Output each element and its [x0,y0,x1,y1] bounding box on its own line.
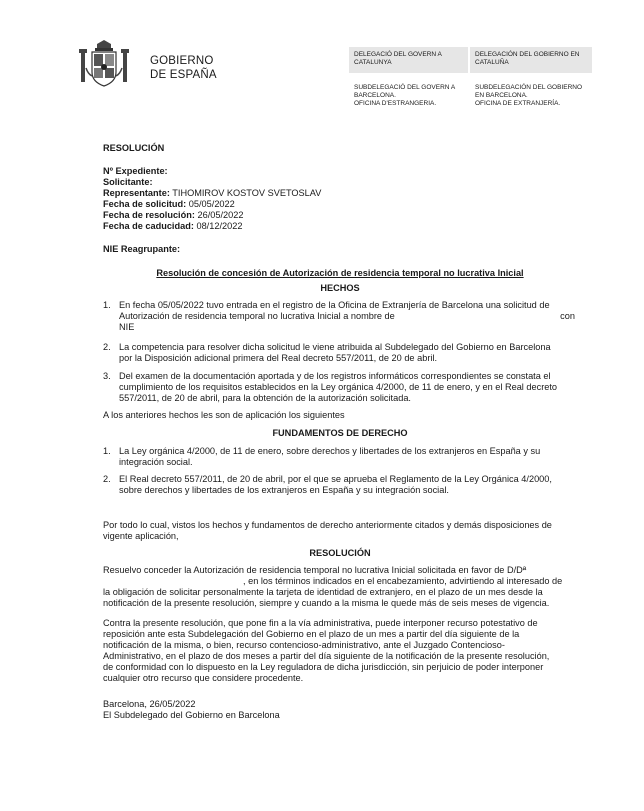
resolucion-paragraph-2 [103,618,575,684]
fecha-caducidad-value: 08/12/2022 [196,221,243,231]
fundamentos-1-line: La Ley orgánica 4/2000, de 11 de enero, sobre derechos y libertades de los extranjeros en España y su [119,446,541,456]
hechos-item-3 [119,371,575,404]
resolucion-p2-line: notificación de la misma, o bien, recurso contencioso-administrativo, ante el Juzgado Contencioso- [103,640,505,650]
fundamentos-heading: FUNDAMENTOS DE DERECHO [272,428,408,438]
hechos-item-2 [119,342,575,364]
fecha-resolucion-label: Fecha de resolución: [103,210,195,220]
hechos-closing: A los anteriores hechos les son de aplicación los siguientes [103,410,345,420]
hechos-2-line: La competencia para resolver dicha solicitud le viene atribuida al Subdelegado del Gobierno en Barcelona [119,342,551,352]
coat-of-arms-icon [78,38,130,90]
resolucion-heading: RESOLUCIÓN [309,548,371,558]
signature-place-date: Barcelona, 26/05/2022 [103,699,196,709]
resolucion-p1-line: notificación de la presente resolución, siempre y cuando a la misma le quede más de seis meses de vigencia. [103,598,550,608]
resolucion-p2-line: Contra la presente resolución, que pone fin a la vía administrativa, puede interponer recurso potestativo de [103,618,538,628]
fundamentos-item-number: 1. [103,446,111,456]
hechos-3-line: 557/2011, de 20 de abril, para la obtención de la autorización solicitada. [119,393,411,403]
considering-line: Por todo lo cual, vistos los hechos y fundamentos de derecho anteriormente citados y demás disposiciones de [103,520,552,530]
fundamentos-item-2 [119,474,575,496]
header-box-spanish: DELEGACIÓN DEL GOBIERNO EN CATALUÑA [470,47,592,73]
resolucion-p2-line: reposición ante esta Subdelegación del Gobierno en el plazo de un mes a partir del día siguiente de la [103,629,520,639]
fecha-resolucion-row [103,210,243,221]
solicitante-label: Solicitante: [103,177,153,187]
expediente-label: Nº Expediente: [103,166,168,176]
hechos-2-line: por la Disposición adicional primera del Real decreto 557/2011, de 20 de abril. [119,353,438,363]
resolucion-p2-line: Administrativo, en el plazo de dos meses a partir del día siguiente de la notificación de la presente resolución, [103,651,550,661]
hechos-1-line: Autorización de residencia temporal no lucrativa Inicial a nombre de [119,311,395,321]
representante-row [103,188,321,199]
fundamentos-2-line: sobre derechos y libertades de los extranjeros en España y su integración social. [119,485,449,495]
representante-value: TIHOMIROV KOSTOV SVETOSLAV [172,188,322,198]
hechos-3-line: cumplimiento de los requisitos establecidos en la Ley orgánica 4/2000, de 11 de enero, y en el Real decreto [119,382,558,392]
hechos-heading: HECHOS [320,283,360,293]
fecha-caducidad-label: Fecha de caducidad: [103,221,194,231]
resolution-heading: RESOLUCIÓN [103,143,165,153]
header-sub-catalan [354,84,455,108]
government-name [150,54,217,82]
hechos-item-number: 2. [103,342,111,352]
hechos-1-line: En fecha 05/05/2022 tuvo entrada en el registro de la Oficina de Extranjería de Barcelona una solicitud de [119,300,550,310]
fecha-solicitud-value: 05/05/2022 [188,199,235,209]
considering-paragraph [103,520,575,542]
hechos-1-line: con [560,311,575,321]
gov-name-line1: GOBIERNO [150,55,214,67]
sub-right-line: SUBDELEGACIÓN DEL GOBIERNO [475,84,583,91]
sub-right-line: EN BARCELONA. [475,92,528,99]
sub-left-line: OFICINA D'ESTRANGERIA. [354,100,437,107]
fundamentos-1-line: integración social. [119,457,193,467]
sub-right-line: OFICINA DE EXTRANJERÍA. [475,100,561,107]
resolucion-p2-line: cualquier otro recurso que considere procedente. [103,673,304,683]
resolucion-paragraph-1 [103,565,575,609]
fecha-resolucion-value: 26/05/2022 [197,210,244,220]
nie-reagrupante-label: NIE Reagrupante: [103,244,181,254]
fecha-solicitud-label: Fecha de solicitud: [103,199,187,209]
signature-signer: El Subdelegado del Gobierno en Barcelona [103,710,280,720]
fundamentos-item-1 [119,446,575,468]
fundamentos-2-line: El Real decreto 557/2011, de 20 de abril, por el que se aprueba el Reglamento de la Ley Orgánica 4/2000, [119,474,552,484]
hechos-item-number: 1. [103,300,111,310]
resolucion-p1-line: Resuelvo conceder la Autorización de residencia temporal no lucrativa Inicial solicitada en favor de D/Dª [103,565,527,575]
resolucion-p1-line: , en los términos indicados en el encabezamiento, advirtiendo al interesado de [243,576,563,586]
sub-left-line: SUBDELEGACIÓ DEL GOVERN A [354,84,456,91]
hechos-1-line: NIE [119,322,135,332]
representante-label: Representante: [103,188,170,198]
considering-line: vigente aplicación, [103,531,179,541]
resolucion-p1-line: la obligación de solicitar personalmente la tarjeta de identidad de extranjero, en el plazo de un mes desde la [103,587,543,597]
hechos-3-line: Del examen de la documentación aportada y de los registros informáticos correspondientes se constata el [119,371,551,381]
header-box-catalan: DELEGACIÓ DEL GOVERN A CATALUNYA [349,47,468,73]
gov-name-line2: DE ESPAÑA [150,69,217,81]
hechos-item-number: 3. [103,371,111,381]
hechos-item-1 [119,300,575,333]
fecha-caducidad-row [103,221,242,232]
fecha-solicitud-row [103,199,235,210]
resolucion-p2-line: de conformidad con lo dispuesto en la Ley reguladora de dicha jurisdicción, sin perjuicio de poder interponer [103,662,544,672]
sub-left-line: BARCELONA. [354,92,396,99]
resolution-subject: Resolución de concesión de Autorización de residencia temporal no lucrativa Inicial [156,268,524,278]
header-sub-spanish [475,84,582,108]
fundamentos-item-number: 2. [103,474,111,484]
